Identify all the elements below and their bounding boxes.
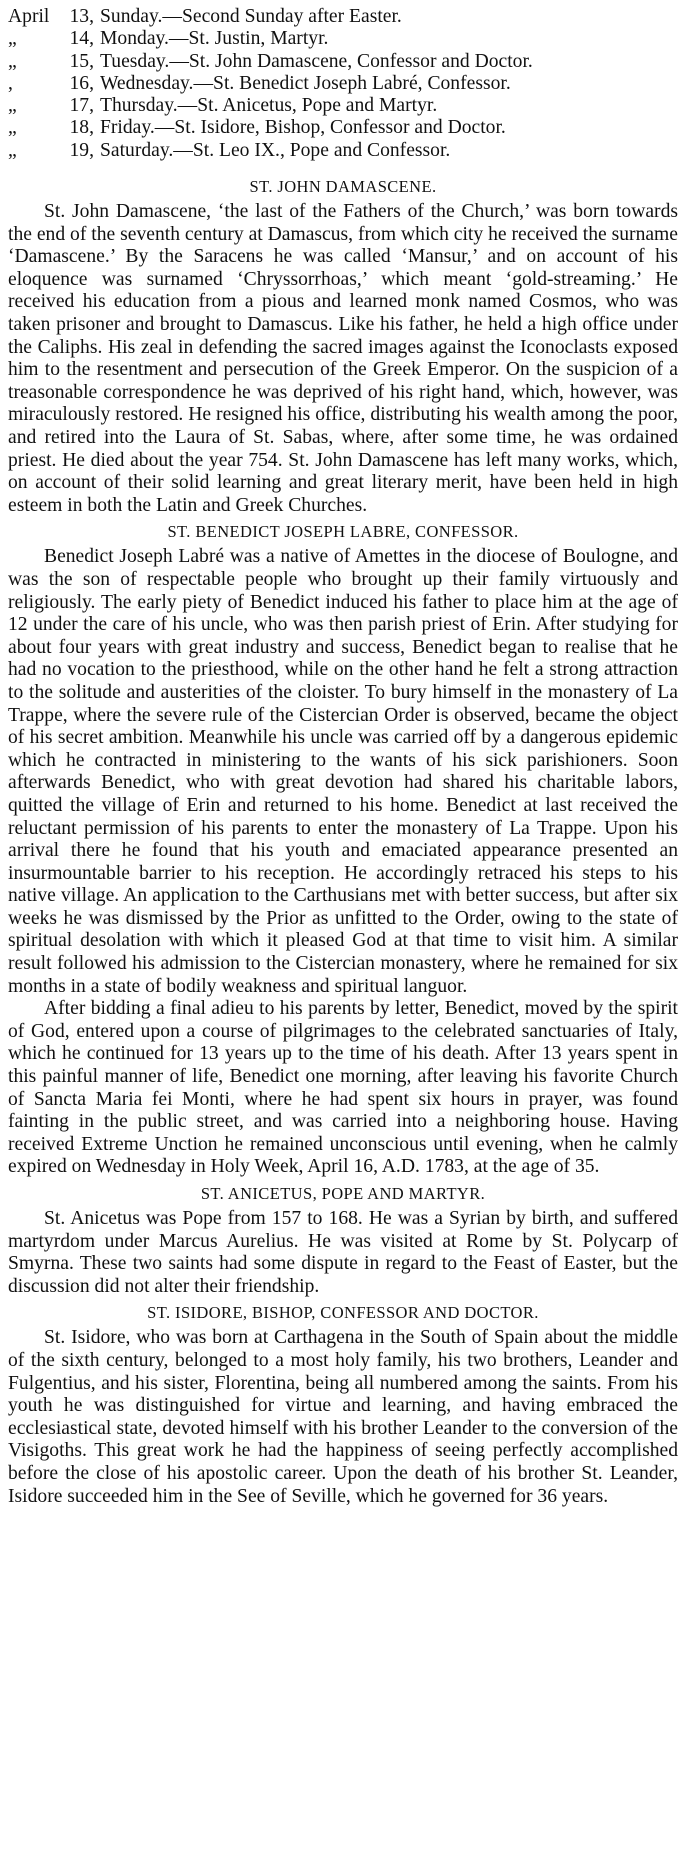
calendar-entry: Saturday.—St. Leo IX., Pope and Confessor. <box>100 139 451 161</box>
calendar-day: 17, <box>69 95 94 117</box>
section-heading: ST. JOHN DAMASCENE. <box>249 177 437 197</box>
article-paragraph: After bidding a final adieu to his parents by letter, Benedict, moved by the spirit of God, entered upon a course of pilgrimages to the celebrated sanctuaries of Italy, which he continued for 13 years up to the time of his death. After 13 years spent in this painful manner of life, Benedict one morning, after leaving his favorite Church of Sancta Maria fei Monti, where he had spent six hours in prayer, was found fainting in the public street, and was carried into a neighboring house. Having received Extreme Unction he remained unconscious until evening, when he calmly expired on Wednesday in Holy Week, April 16, A.D. 1783, at the age of 35. <box>8 998 678 1178</box>
calendar-day: 19, <box>69 139 94 161</box>
calendar-month: „ <box>8 139 17 161</box>
calendar-entry: Monday.—St. Justin, Martyr. <box>100 28 329 50</box>
calendar-line <box>8 117 678 139</box>
article-john-damascene <box>8 176 678 517</box>
calendar-line <box>8 140 678 162</box>
calendar-day: 13, <box>69 6 94 27</box>
article-paragraph: St. John Damascene, ‘the last of the Fathers of the Church,’ was born towards the end of the seventh century at Damascus, from which city he received the surname ‘Damascene.’ By the Saracens he was called ‘Mansur,’ and on account of his eloquence was surnamed ‘Chryssorrhoas,’ which meant ‘gold-streaming.’ He received his education from a pious and learned monk named Cosmos, who was taken prisoner and brought to Damascus. Like his father, he held a high office under the Caliphs. His zeal in defending the sacred images against the Iconoclasts exposed him to the resentment and persecution of the Greek Emperor. On the suspicion of a treasonable correspondence he was deprived of his right hand, which, however, was miraculously restored. He resigned his office, distributing his wealth among the poor, and retired into the Laura of St. Sabas, where, after some time, he was ordained priest. He died about the year 754. St. John Damascene has left many works, which, on account of their solid learning and great literary merit, have been held in high esteem in both the Latin and Greek Churches. <box>8 201 678 516</box>
section-heading: ST. BENEDICT JOSEPH LABRE, CONFESSOR. <box>167 522 519 542</box>
calendar-month: April <box>8 6 50 27</box>
calendar-line <box>8 28 678 50</box>
article-anicetus <box>8 1183 678 1298</box>
calendar-day: 14, <box>69 28 94 50</box>
calendar-line <box>8 73 678 95</box>
calendar-month: , <box>8 72 13 94</box>
article-benedict-joseph-labre <box>8 521 678 1179</box>
calendar-entry: Sunday.—Second Sunday after Easter. <box>100 6 402 27</box>
calendar-day: 15, <box>69 50 94 72</box>
article-isidore <box>8 1302 678 1508</box>
calendar-line <box>8 95 678 117</box>
calendar-line <box>8 6 678 28</box>
calendar-month: „ <box>8 50 17 72</box>
calendar-day: 16, <box>69 72 94 94</box>
calendar-month: „ <box>8 95 17 117</box>
section-heading: ST. ISIDORE, BISHOP, CONFESSOR AND DOCTOR. <box>147 1303 539 1323</box>
calendar-entry: Friday.—St. Isidore, Bishop, Confessor and Doctor. <box>100 117 506 139</box>
calendar-day: 18, <box>69 117 94 139</box>
article-paragraph: Benedict Joseph Labré was a native of Amettes in the diocese of Boulogne, and was the son of respectable people who brought up their family virtuously and religiously. The early piety of Benedict induced his father to place him at the age of 12 under the care of his uncle, who was then parish priest of Erin. After studying for about four years with great industry and success, Benedict began to realise that he had no vocation to the priesthood, while on the other hand he felt a strong attraction to the solitude and austerities of the cloister. To bury himself in the monastery of La Trappe, where the severe rule of the Cistercian Order is observed, became the object of his secret ambition. Meanwhile his uncle was carried off by a dangerous epidemic which he contracted in ministering to the wants of his sick parishioners. Soon afterwards Benedict, who with great devotion had shared his charitable labors, quitted the village of Erin and returned to his home. Benedict at last received the reluctant permission of his parents to enter the monastery of La Trappe. Upon his arrival there he found that his youth and emaciated appearance presented an insurmountable barrier to his reception. He accordingly retraced his steps to his native village. An application to the Carthusians met with better success, but after six weeks he was dismissed by the Prior as unfitted to the Order, owing to the state of spiritual desolation with which it pleased God at that time to visit him. A similar result followed his admission to the Cistercian monastery, where he remained for six months in a state of bodily weakness and spiritual languor. <box>8 546 678 997</box>
article-paragraph: St. Anicetus was Pope from 157 to 168. He was a Syrian by birth, and suffered martyrdom under Marcus Aurelius. He was visited at Rome by St. Polycarp of Smyrna. These two saints had some dispute in regard to the Feast of Easter, but the discussion did not alter their friendship. <box>8 1208 678 1297</box>
calendar-month: „ <box>8 117 17 139</box>
section-heading: ST. ANICETUS, POPE AND MARTYR. <box>200 1184 486 1204</box>
calendar-entry: Wednesday.—St. Benedict Joseph Labré, Confessor. <box>100 72 511 94</box>
article-paragraph: St. Isidore, who was born at Carthagena in the South of Spain about the middle of the sixth century, belonged to a most holy family, his two brothers, Leander and Fulgentius, and his sister, Florentina, being all numbered among the saints. From his youth he was distinguished for virtue and learning, and having embraced the ecclesiastical state, devoted himself with his brother Leander to the conversion of the Visigoths. This great work he had the happiness of seeing perfectly accomplished before the close of his apostolic career. Upon the death of his brother St. Leander, Isidore succeeded him in the See of Seville, which he governed for 36 years. <box>8 1327 678 1507</box>
feast-calendar <box>8 6 678 162</box>
calendar-entry: Tuesday.—St. John Damascene, Confessor and Doctor. <box>100 50 533 72</box>
calendar-line <box>8 51 678 73</box>
calendar-entry: Thursday.—St. Anicetus, Pope and Martyr. <box>100 95 438 117</box>
calendar-month: „ <box>8 28 17 50</box>
